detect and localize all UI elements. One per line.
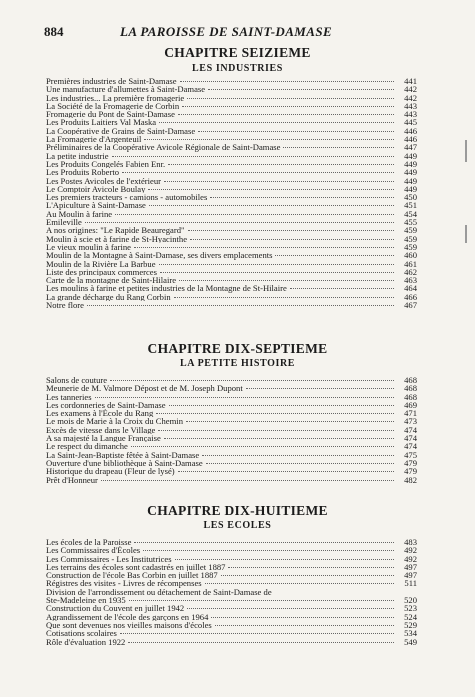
toc-entry (46, 596, 417, 604)
toc-entry (46, 417, 417, 425)
toc-entry-page: 441 (404, 77, 417, 86)
dot-leader (120, 633, 394, 634)
toc-entry-title: Les examens à l'École du Rang (46, 409, 154, 418)
toc-entry-page: 468 (404, 392, 417, 401)
toc-entry-title: Emileville (46, 218, 82, 227)
toc-entry-title: Division de l'arrondissement ou détachement de Saint-Damase de (46, 587, 272, 597)
toc-entry-page: 462 (404, 267, 417, 277)
chapter-subtitle: LES INDUSTRIES (192, 63, 283, 74)
toc-entry-page: 511 (404, 579, 417, 588)
toc-entry (46, 185, 417, 193)
toc-entry-page: 468 (404, 376, 417, 385)
toc-entry (46, 384, 417, 392)
dot-leader (158, 430, 394, 431)
toc-entry-title: A nos origines: "Le Rapide Beauregard" (46, 226, 185, 235)
toc-entry-title: Que sont devenues nos vieilles maisons d'écoles (46, 620, 212, 630)
toc-entry (46, 218, 417, 226)
toc-entry-page: 492 (404, 546, 417, 555)
toc-entry (46, 276, 417, 284)
toc-entry-page: 442 (404, 85, 417, 94)
toc-entry-title: Prêt d'Honneur (46, 475, 98, 484)
dot-leader (187, 608, 394, 609)
toc-entry-title: Le mois de Marie à la Croix du Chemin (46, 417, 183, 426)
toc-entry-page: 449 (404, 168, 417, 177)
toc-entry-page: 442 (404, 93, 417, 102)
toc-entry-page: 446 (404, 126, 417, 136)
toc-entry-page: 474 (404, 434, 417, 443)
toc-entry (46, 621, 417, 629)
toc-entry-title: Le respect du dimanche (46, 442, 128, 451)
toc-entry (46, 613, 417, 621)
toc-entry (46, 102, 417, 110)
toc-entry-title: La grande décharge du Rang Corbin (46, 292, 171, 302)
toc-entry-title: Les industries... La première fromagerie (46, 93, 185, 102)
dot-leader (112, 156, 394, 157)
toc-entry-page: 459 (404, 242, 417, 252)
toc-entry (46, 284, 417, 292)
toc-entry-title: Notre flore (46, 301, 84, 310)
dot-leader (178, 114, 394, 115)
toc-entry-title: Carte de la montagne de Saint-Hilaire (46, 276, 177, 285)
dot-leader (128, 642, 394, 643)
toc-entry (46, 226, 417, 234)
toc-entry-page: 473 (404, 417, 417, 426)
toc-list (46, 538, 417, 646)
toc-entry-page: 534 (404, 629, 417, 638)
toc-entry-page: 479 (404, 458, 417, 468)
toc-entry (46, 588, 417, 596)
toc-entry-page: 449 (404, 176, 417, 185)
toc-entry-title: Salons de couture (46, 376, 108, 385)
chapter-title: CHAPITRE SEIZIEME (164, 45, 311, 60)
toc-entry-page: 460 (404, 251, 417, 260)
dot-leader (134, 247, 394, 248)
toc-entry-page: 529 (404, 620, 417, 630)
dot-leader (101, 480, 394, 481)
dot-leader (211, 617, 394, 618)
toc-entry (46, 555, 417, 563)
toc-entry-title: Les Commissaires d'Écoles (46, 546, 141, 555)
toc-entry-page: 461 (404, 259, 417, 268)
toc-entry (46, 268, 417, 276)
toc-entry (46, 293, 417, 301)
dot-leader (160, 272, 394, 273)
dot-leader (110, 380, 394, 381)
toc-entry (46, 77, 417, 85)
toc-entry-page: 451 (404, 201, 417, 210)
toc-entry-title: Une manufacture d'allumettes à Saint-Damase (46, 85, 206, 94)
toc-entry-title: Les Postes Avicoles de l'extérieur (46, 176, 161, 185)
dot-leader (175, 559, 394, 560)
toc-entry-title: La Fromagerie d'Argenteuil (46, 135, 142, 144)
toc-entry-page: 497 (404, 562, 417, 572)
toc-entry (46, 579, 417, 587)
toc-entry (46, 401, 417, 409)
toc-entry-title: Moulin de la Rivière La Barbue (46, 259, 156, 268)
dot-leader (187, 98, 394, 99)
toc-entry-title: Construction du Couvent en juillet 1942 (46, 604, 185, 613)
dot-leader (290, 288, 394, 289)
toc-entry-page: 520 (404, 596, 417, 605)
toc-entry-title: Ouverture d'une bibliothèque à Saint-Damase (46, 458, 203, 468)
toc-entry (46, 168, 417, 176)
chapter-subtitle: LA PETITE HISTOIRE (179, 358, 296, 369)
toc-entry-page: 454 (404, 209, 417, 219)
toc-entry-page: 450 (404, 193, 417, 202)
toc-entry (46, 143, 417, 151)
toc-entry (46, 546, 417, 554)
toc-entry-page: 459 (404, 226, 417, 235)
toc-entry-title: Excès de vitesse dans le Village (46, 425, 156, 435)
dot-leader (221, 575, 394, 576)
toc-entry (46, 193, 417, 201)
toc-entry-title: Historique du drapeau (Fleur de lysé) (46, 467, 175, 476)
page-number: 884 (44, 24, 64, 39)
toc-entry-title: Rôle d'évaluation 1922 (46, 637, 126, 646)
toc-entry-title: Les premiers tracteurs - camions - automobiles (46, 193, 208, 202)
toc-entry (46, 118, 417, 126)
dot-leader (156, 413, 394, 414)
toc-entry (46, 459, 417, 467)
toc-entry (46, 476, 417, 484)
page-header (44, 24, 444, 42)
toc-entry (46, 152, 417, 160)
toc-list (46, 77, 417, 309)
dot-leader (149, 205, 394, 206)
dot-leader (198, 131, 394, 132)
dot-leader (215, 625, 394, 626)
toc-entry-page: 459 (404, 234, 417, 243)
toc-entry (46, 110, 417, 118)
toc-entry-page: 449 (404, 151, 417, 160)
dot-leader (122, 172, 394, 173)
toc-entry-page: 483 (404, 538, 417, 547)
toc-entry-page: 474 (404, 442, 417, 451)
toc-entry-title: Moulin à scie et à farine de St-Hyacinthe (46, 234, 188, 243)
toc-entry-page: 549 (404, 637, 417, 646)
toc-entry-title: Les cordonneries de Saint-Damase (46, 400, 166, 410)
dot-leader (115, 214, 394, 215)
dot-leader (129, 600, 394, 601)
dot-leader (95, 397, 394, 398)
toc-entry (46, 604, 417, 612)
dot-leader (206, 463, 394, 464)
chapter-title: CHAPITRE DIX-HUITIEME (147, 503, 328, 518)
toc-entry-page: 455 (404, 218, 417, 227)
dot-leader (174, 297, 394, 298)
toc-entry-title: Le vieux moulin à farine (46, 242, 131, 252)
toc-entry-page: 468 (404, 384, 417, 393)
toc-entry-title: Préliminaires de la Coopérative Avicole Régionale de Saint-Damase (46, 143, 281, 152)
chapter-subtitle: LES ECOLES (203, 520, 272, 531)
toc-entry (46, 243, 417, 251)
toc-entry-title: Au Moulin à farine (46, 209, 113, 219)
toc-entry (46, 127, 417, 135)
toc-entry-title: Cotisations scolaires (46, 629, 117, 638)
running-title: LA PAROISSE DE SAINT-DAMASE (120, 24, 333, 39)
toc-entry-page: 492 (404, 554, 417, 563)
toc-entry-title: Moulin de la Montagne à Saint-Damase, ses divers emplacements (46, 251, 273, 260)
toc-entry-title: La Saint-Jean-Baptiste fêtée à Saint-Damase (46, 450, 200, 459)
dot-leader (159, 264, 394, 265)
toc-entry-title: Premières industries de Saint-Damase (46, 77, 177, 86)
dot-leader (246, 388, 394, 389)
dot-leader (179, 280, 394, 281)
dot-leader (228, 567, 394, 568)
toc-entry (46, 538, 417, 546)
dot-leader (190, 239, 394, 240)
dot-leader (178, 471, 394, 472)
toc-entry (46, 393, 417, 401)
page-edge-mark (465, 140, 467, 162)
toc-entry-title: Les écoles de la Paroisse (46, 538, 132, 547)
toc-entry-title: Agrandissement de l'école des garçons en 1964 (46, 612, 209, 621)
dot-leader (210, 197, 394, 198)
toc-entry-page: 497 (404, 571, 417, 580)
toc-entry-title: Régistres des visites - Livres de récompenses (46, 579, 202, 588)
toc-entry-page: 523 (404, 604, 417, 613)
toc-entry-title: Les moulins à farine et petites industries de la Montagne de St-Hilaire (46, 284, 287, 293)
toc-entry-title: A sa majesté la Langue Française (46, 434, 161, 443)
toc-entry-page: 482 (404, 475, 417, 484)
toc-entry (46, 201, 417, 209)
toc-entry (46, 94, 417, 102)
toc-entry-title: Meunerie de M. Valmore Dépost et de M. Joseph Dupont (46, 384, 243, 393)
toc-entry (46, 409, 417, 417)
toc-entry-title: Liste des principaux commerces (46, 267, 157, 277)
dot-leader (182, 106, 394, 107)
toc-entry-page: 463 (404, 276, 417, 285)
toc-entry (46, 135, 417, 143)
toc-entry-page: 474 (404, 425, 417, 435)
dot-leader (169, 405, 394, 406)
dot-leader (131, 446, 394, 447)
toc-entry-title: Les Produits Laitiers Val Maska (46, 118, 157, 127)
toc-entry (46, 563, 417, 571)
toc-entry-page: 467 (404, 301, 417, 310)
toc-list (46, 376, 417, 484)
chapter-title: CHAPITRE DIX-SEPTIEME (147, 341, 328, 356)
toc-entry (46, 177, 417, 185)
toc-entry (46, 442, 417, 450)
toc-entry (46, 160, 417, 168)
toc-entry (46, 85, 417, 93)
toc-entry-title: Construction de l'école Bas Corbin en juillet 1887 (46, 571, 218, 580)
toc-entry (46, 376, 417, 384)
dot-leader (202, 455, 394, 456)
toc-entry (46, 629, 417, 637)
toc-entry-page: 449 (404, 184, 417, 194)
toc-entry (46, 251, 417, 259)
toc-entry-title: Ste-Madeleine en 1935 (46, 596, 126, 605)
toc-entry-page: 446 (404, 135, 417, 144)
dot-leader (186, 421, 394, 422)
dot-leader (168, 164, 394, 165)
toc-entry (46, 260, 417, 268)
toc-entry-page: 464 (404, 284, 417, 293)
toc-entry (46, 434, 417, 442)
toc-entry-page: 466 (404, 292, 417, 302)
dot-leader (188, 230, 394, 231)
toc-entry-title: Les Produits Roberto (46, 168, 120, 177)
toc-entry-page: 479 (404, 467, 417, 476)
dot-leader (283, 147, 394, 148)
toc-entry-title: L'Apiculture à Saint-Damase (46, 201, 146, 210)
toc-entry-page: 443 (404, 110, 417, 119)
toc-entry-title: Les Produits Congelés Fabien Enr. (46, 159, 166, 169)
toc-entry-title: Les Commissaires - Les Institutrices (46, 554, 172, 563)
dot-leader (275, 255, 394, 256)
dot-leader (85, 222, 394, 223)
toc-entry-page: 471 (404, 409, 417, 418)
toc-entry-title: La Société de la Fromagerie de Corbin (46, 101, 180, 111)
toc-entry-page: 449 (404, 159, 417, 169)
toc-entry-page: 443 (404, 101, 417, 111)
dot-leader (164, 181, 394, 182)
toc-entry (46, 451, 417, 459)
toc-entry (46, 467, 417, 475)
toc-entry-page: 447 (404, 143, 417, 152)
toc-entry-page: 524 (404, 612, 417, 621)
dot-leader (87, 305, 394, 306)
dot-leader (205, 583, 394, 584)
toc-entry (46, 426, 417, 434)
dot-leader (144, 139, 394, 140)
toc-entry (46, 571, 417, 579)
toc-entry-title: La Coopérative de Grains de Saint-Damase (46, 126, 196, 136)
toc-entry-title: Les terrains des écoles sont cadastrés en juillet 1887 (46, 562, 226, 572)
toc-entry-page: 445 (404, 118, 417, 127)
toc-entry-page: 475 (404, 450, 417, 459)
dot-leader (148, 189, 394, 190)
toc-entry-title: Fromagerie du Pont de Saint-Damase (46, 110, 175, 119)
toc-entry (46, 301, 417, 309)
toc-entry-title: Les tanneries (46, 392, 92, 401)
dot-leader (164, 438, 394, 439)
toc-entry-page: 469 (404, 400, 417, 410)
dot-leader (134, 542, 394, 543)
toc-entry (46, 638, 417, 646)
toc-entry (46, 210, 417, 218)
toc-entry (46, 235, 417, 243)
toc-entry-title: La petite industrie (46, 151, 109, 160)
dot-leader (159, 122, 394, 123)
page-edge-mark (465, 225, 467, 243)
dot-leader (143, 550, 394, 551)
dot-leader (208, 89, 394, 90)
dot-leader (180, 81, 394, 82)
toc-entry-title: Le Comptoir Avicole Boulay (46, 184, 146, 194)
